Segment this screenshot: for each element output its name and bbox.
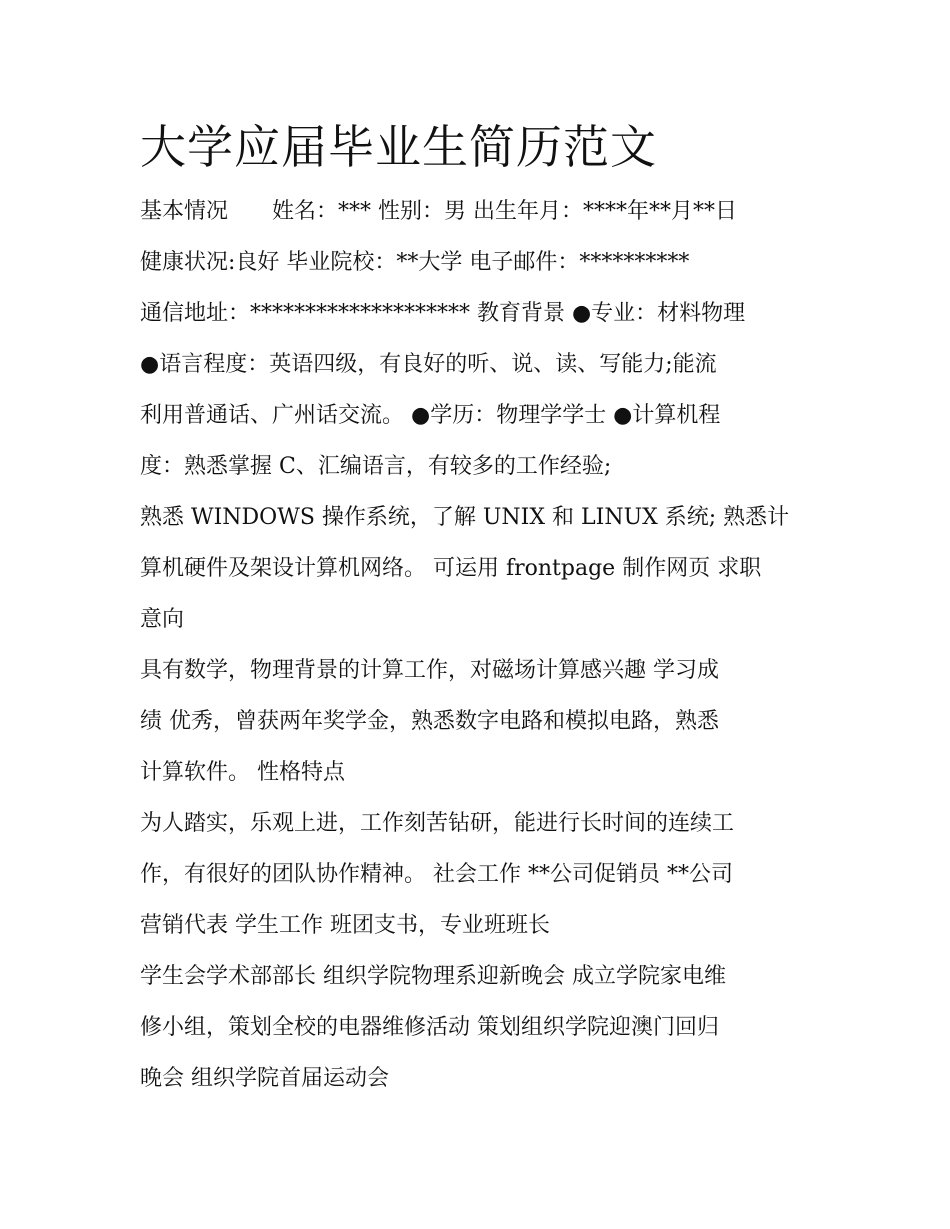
- body-line: 熟悉 WINDOWS 操作系统，了解 UNIX 和 LINUX 系统; 熟悉计: [140, 505, 790, 530]
- document-title: 大学应届毕业生简历范文: [140, 120, 657, 174]
- document-body: [140, 186, 820, 1104]
- body-line: 意向: [140, 607, 185, 632]
- body-line: 晚会 组织学院首届运动会: [140, 1066, 389, 1091]
- body-line: 为人踏实，乐观上进，工作刻苦钻研，能进行长时间的连续工: [140, 811, 735, 836]
- body-line: 作，有很好的团队协作精神。 社会工作 **公司促销员 **公司: [140, 862, 733, 887]
- body-line: 绩 优秀，曾获两年奖学金，熟悉数字电路和模拟电路，熟悉: [140, 709, 719, 734]
- body-line: 修小组，策划全校的电器维修活动 策划组织学院迎澳门回归: [140, 1015, 719, 1040]
- body-line: 基本情况 姓名：*** 性别：男 出生年月：****年**月**日: [140, 199, 737, 224]
- body-line: 计算软件。 性格特点: [140, 760, 345, 785]
- body-line: 利用普通话、广州话交流。 ●学历：物理学学士 ●计算机程: [140, 403, 721, 428]
- document-page: [140, 112, 820, 1104]
- body-line: 算机硬件及架设计算机网络。 可运用 frontpage 制作网页 求职: [140, 556, 762, 581]
- body-line: 度：熟悉掌握 C、汇编语言，有较多的工作经验;: [140, 454, 612, 479]
- body-line: 具有数学，物理背景的计算工作，对磁场计算感兴趣 学习成: [140, 658, 719, 683]
- body-line: ●语言程度：英语四级，有良好的听、说、读、写能力;能流: [140, 352, 717, 377]
- body-line: 营销代表 学生工作 班团支书，专业班班长: [140, 913, 550, 938]
- body-line: 学生会学术部部长 组织学院物理系迎新晚会 成立学院家电维: [140, 964, 726, 989]
- body-line: 健康状况:良好 毕业院校：**大学 电子邮件：**********: [140, 250, 690, 275]
- body-line: 通信地址：******************** 教育背景 ●专业：材料物理: [140, 301, 746, 326]
